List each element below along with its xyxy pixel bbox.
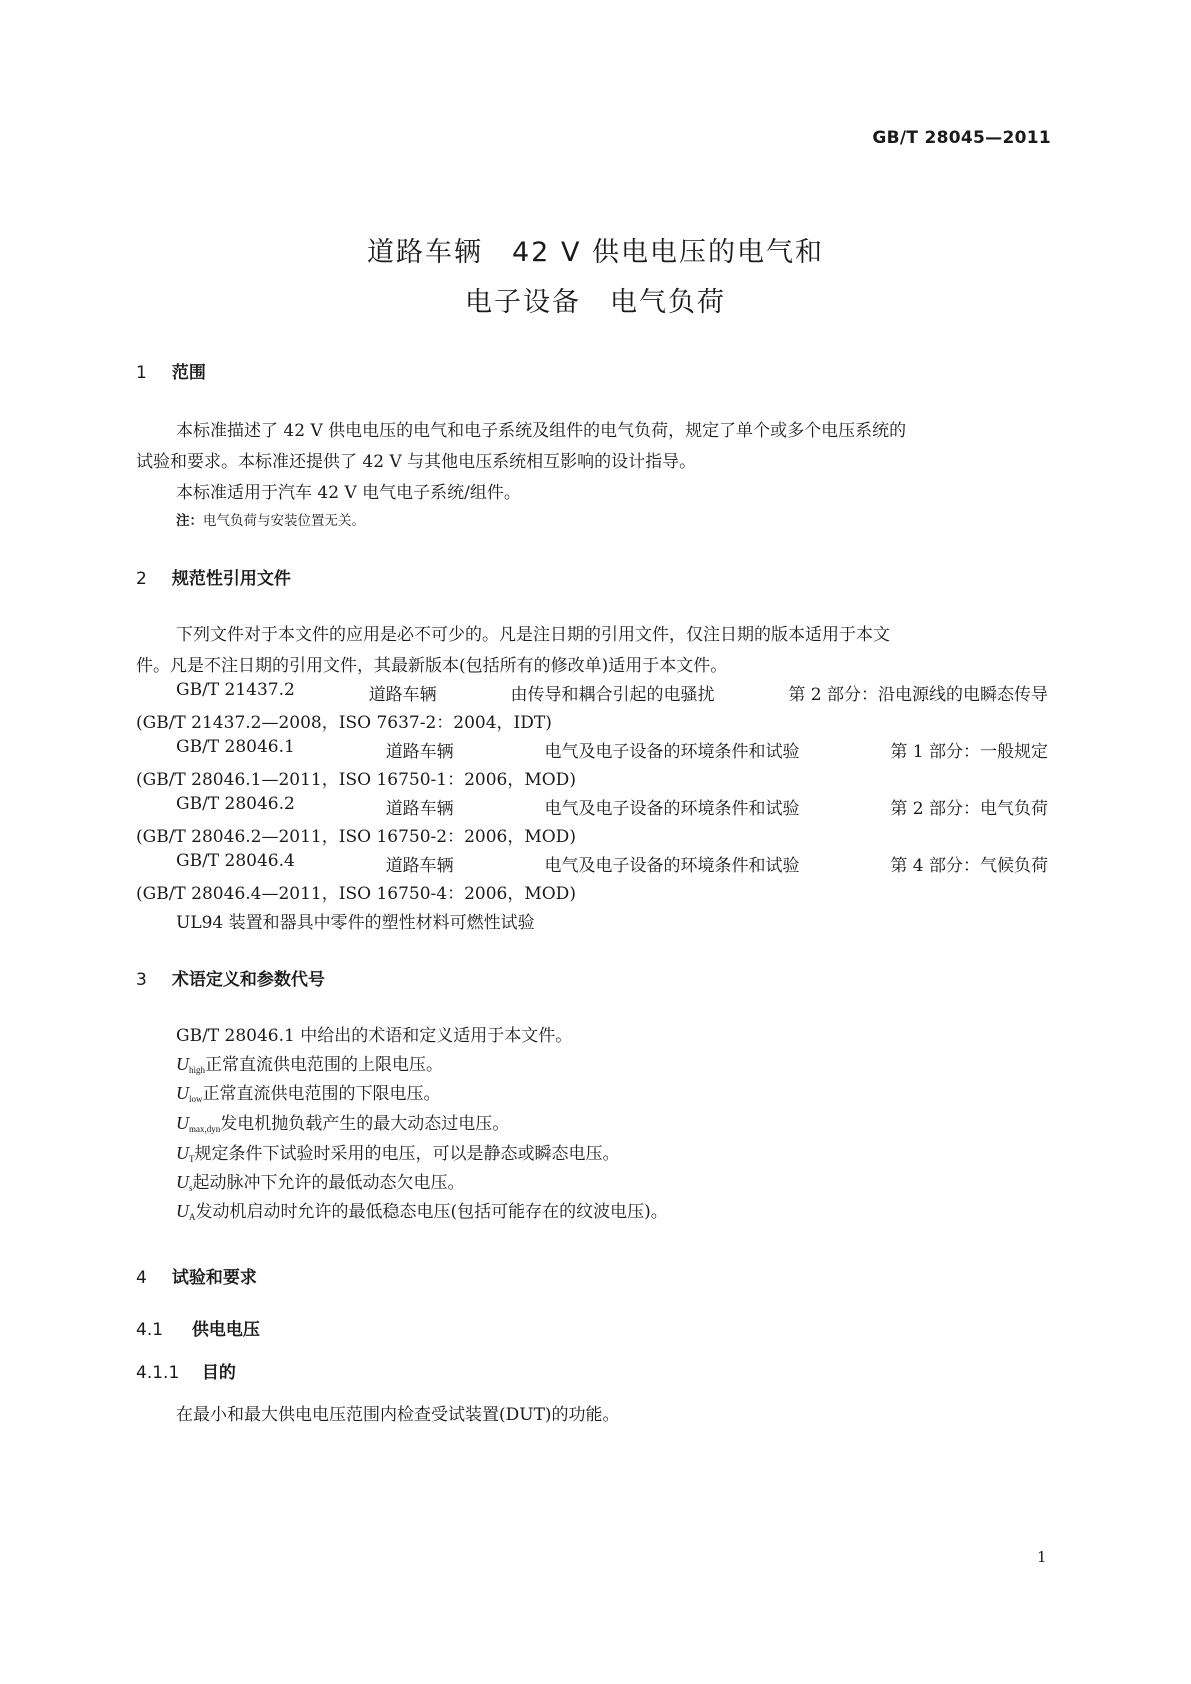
- section-1-note: [176, 509, 365, 529]
- symbol-definition: $U_T$规定条件下试验时采用的电压，可以是静态或瞬态电压。: [176, 1143, 620, 1164]
- symbol-definition: $U_A$发动机启动时允许的最低稳态电压(包括可能存在的纹波电压)。: [176, 1201, 668, 1222]
- document-title-line2: 电子设备 电气负荷: [465, 287, 726, 318]
- section-number: 4: [136, 1268, 147, 1288]
- reference-item-details: (GB/T 21437.2—2008，ISO 7637-2：2004，IDT): [136, 713, 552, 733]
- symbol-definition: $U_{low}$正常直流供电范围的下限电压。: [176, 1083, 441, 1104]
- section-1-para2: 本标准适用于汽车 42 V 电气电子系统/组件。: [176, 483, 521, 503]
- section-2-intro-line1: 下列文件对于本文件的应用是必不可少的。凡是注日期的引用文件，仅注日期的版本适用于本文: [176, 625, 890, 645]
- section-4-1-heading: [136, 1315, 260, 1340]
- reference-item: GB/T 28046.1 道路车辆 电气及电子设备的环境条件和试验 第 1 部分：一般规定: [176, 737, 1048, 762]
- section-3-heading: [136, 965, 325, 990]
- document-title-line1: 道路车辆 42 V 供电电压的电气和: [367, 237, 824, 268]
- section-2-intro-line2: 件。凡是不注日期的引用文件，其最新版本(包括所有的修改单)适用于本文件。: [136, 656, 728, 676]
- reference-item-details: (GB/T 28046.1—2011，ISO 16750-1：2006，MOD): [136, 770, 576, 790]
- reference-item: GB/T 28046.2 道路车辆 电气及电子设备的环境条件和试验 第 2 部分：电气负荷: [176, 794, 1048, 819]
- section-title: 目的: [201, 1363, 236, 1383]
- section-4-1-1-text: 在最小和最大供电电压范围内检查受试装置(DUT)的功能。: [176, 1405, 620, 1425]
- section-3-intro: GB/T 28046.1 中给出的术语和定义适用于本文件。: [176, 1026, 573, 1046]
- reference-item-details: (GB/T 28046.2—2011，ISO 16750-2：2006，MOD): [136, 827, 576, 847]
- section-number: 4.1: [136, 1320, 164, 1340]
- section-number: 4.1.1: [136, 1363, 180, 1383]
- reference-item-ul94: UL94 装置和器具中零件的塑性材料可燃性试验: [176, 913, 535, 933]
- note-text: 电气负荷与安装位置无关。: [203, 513, 365, 529]
- symbol-definition: $U_{high}$正常直流供电范围的上限电压。: [176, 1054, 444, 1075]
- section-title: 供电电压: [191, 1320, 260, 1340]
- standard-code: GB/T 28045—2011: [872, 128, 1051, 148]
- reference-item-details: (GB/T 28046.4—2011，ISO 16750-4：2006，MOD): [136, 884, 576, 904]
- section-number: 2: [136, 569, 147, 589]
- section-4-heading: [136, 1263, 257, 1288]
- reference-item: GB/T 28046.4 道路车辆 电气及电子设备的环境条件和试验 第 4 部分：气候负荷: [176, 851, 1048, 876]
- symbol-definition: $U_{max,dyn}$发电机抛负载产生的最大动态过电压。: [176, 1113, 510, 1134]
- symbol-definition: $U_s$起动脉冲下允许的最低动态欠电压。: [176, 1172, 465, 1193]
- section-2-heading: [136, 564, 291, 589]
- section-title: 术语定义和参数代号: [171, 970, 325, 990]
- section-title: 范围: [171, 363, 206, 383]
- reference-item: GB/T 21437.2 道路车辆 由传导和耦合引起的电骚扰 第 2 部分：沿电源线的电瞬态传导: [176, 680, 1048, 705]
- section-number: 1: [136, 363, 147, 383]
- section-4-1-1-heading: [136, 1358, 236, 1383]
- section-1-para1-line1: 本标准描述了 42 V 供电电压的电气和电子系统及组件的电气负荷，规定了单个或多个电压系统的: [176, 421, 907, 441]
- section-title: 规范性引用文件: [171, 569, 291, 589]
- section-number: 3: [136, 970, 147, 990]
- note-label: 注：: [176, 513, 203, 529]
- section-1-heading: [136, 358, 206, 383]
- page-number: 1: [1037, 1548, 1047, 1566]
- section-title: 试验和要求: [171, 1268, 257, 1288]
- section-1-para1-line2: 试验和要求。本标准还提供了 42 V 与其他电压系统相互影响的设计指导。: [136, 452, 697, 472]
